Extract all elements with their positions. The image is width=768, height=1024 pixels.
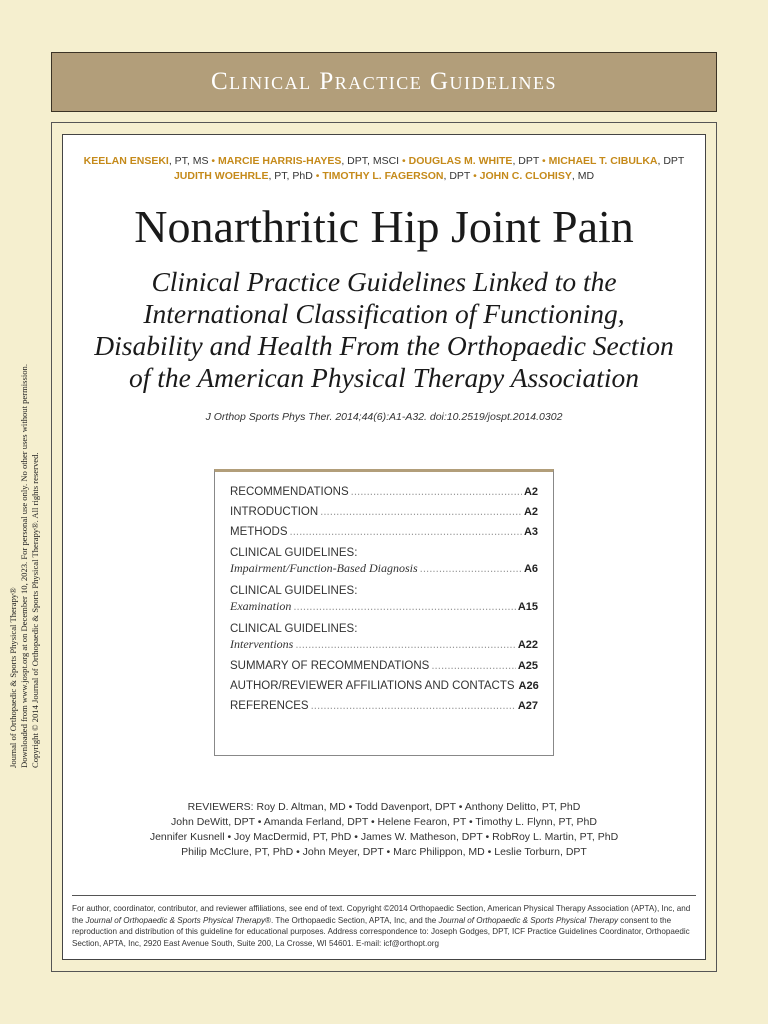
footnote-journal-name: Journal of Orthopaedic & Sports Physical Therapy xyxy=(438,915,619,925)
side-copyright-notice xyxy=(8,318,41,768)
toc-leader-dots xyxy=(420,563,522,575)
toc-page-number: A3 xyxy=(523,526,538,538)
toc-item[interactable] xyxy=(230,546,538,576)
reviewers-list xyxy=(62,800,706,860)
author-separator: • xyxy=(208,155,219,167)
author-name: MARCIE HARRIS-HAYES xyxy=(218,155,342,167)
toc-leader-dots xyxy=(320,506,522,518)
footnote-divider xyxy=(72,895,696,896)
author-credentials: , DPT xyxy=(443,170,471,182)
toc-page-number: A26 xyxy=(518,680,539,692)
author-separator: • xyxy=(312,170,323,182)
toc-leader-dots xyxy=(293,601,515,613)
toc-page-number: A22 xyxy=(517,639,538,651)
toc-subsection-label: Interventions xyxy=(230,637,294,651)
author-credentials: , DPT xyxy=(657,155,685,167)
author-name: TIMOTHY L. FAGERSON xyxy=(322,170,444,182)
author-credentials: , PT, MS xyxy=(168,155,209,167)
toc-page-number: A6 xyxy=(523,563,538,575)
reviewers-line: John DeWitt, DPT • Amanda Ferland, DPT • Helene Fearon, PT • Timothy L. Flynn, PT, PhD xyxy=(171,816,597,828)
author-line-2 xyxy=(62,169,706,184)
toc-section-label: CLINICAL GUIDELINES: xyxy=(230,623,358,635)
toc-leader-dots xyxy=(290,526,522,538)
toc-item[interactable] xyxy=(230,506,538,518)
subtitle-line: International Classification of Functioning, xyxy=(143,298,625,329)
subtitle-line: Clinical Practice Guidelines Linked to the xyxy=(151,266,617,297)
footnote-text: consent to the reproduction and distribution of this guideline for educational purposes. Address correspondence to: Joseph Godges, DPT, ICF Practice Guidelines Coordinator, Orthopaedic Section, APTA, Inc, 2920 East Avenue South, Suite 200, La Crosse, WI 54601. E-mail: icf@orthopt.org xyxy=(72,915,690,948)
author-separator: • xyxy=(399,155,409,167)
author-credentials: , DPT, MSCI xyxy=(341,155,400,167)
toc-subsection-label: Examination xyxy=(230,599,292,613)
reviewers-line: Philip McClure, PT, PhD • John Meyer, DPT • Marc Philippon, MD • Leslie Torburn, DPT xyxy=(181,846,587,858)
subtitle-line: of the American Physical Therapy Association xyxy=(129,362,639,393)
toc-item[interactable] xyxy=(230,680,538,692)
author-credentials: , DPT xyxy=(512,155,540,167)
footnote-text: ®. The Orthopaedic Section, APTA, Inc, and the xyxy=(265,915,439,925)
footnote xyxy=(72,903,698,949)
author-line-1 xyxy=(62,154,706,169)
toc-section-label: INTRODUCTION xyxy=(230,506,319,518)
subtitle-line: Disability and Health From the Orthopaedic Section xyxy=(94,330,674,361)
table-of-contents xyxy=(214,469,554,756)
header-band xyxy=(51,52,717,112)
author-name: KEELAN ENSEKI xyxy=(83,155,169,167)
side-notice-line3: Copyright © 2014 Journal of Orthopaedic & Sports Physical Therapy®. All rights reserved. xyxy=(30,452,40,768)
footnote-journal-name: Journal of Orthopaedic & Sports Physical Therapy xyxy=(85,915,266,925)
toc-subsection-label: Impairment/Function-Based Diagnosis xyxy=(230,561,418,575)
toc-leader-dots xyxy=(295,639,515,651)
toc-page-number: A25 xyxy=(517,660,538,672)
article-subtitle xyxy=(62,266,706,394)
article-title: Nonarthritic Hip Joint Pain xyxy=(134,201,634,252)
toc-leader-dots xyxy=(311,700,516,712)
citation: J Orthop Sports Phys Ther. 2014;44(6):A1-A32. doi:10.2519/jospt.2014.0302 xyxy=(205,411,563,423)
author-list xyxy=(62,154,706,184)
toc-section-label: SUMMARY OF RECOMMENDATIONS xyxy=(230,660,430,672)
toc-page-number: A15 xyxy=(517,601,538,613)
author-name: MICHAEL T. CIBULKA xyxy=(548,155,658,167)
toc-item[interactable] xyxy=(230,660,538,672)
toc-item[interactable] xyxy=(230,486,538,498)
toc-page-number: A27 xyxy=(517,700,538,712)
reviewers-line: Jennifer Kusnell • Joy MacDermid, PT, PhD • James W. Matheson, DPT • RobRoy L. Martin, PT, PhD xyxy=(149,831,619,843)
reviewers-line: REVIEWERS: Roy D. Altman, MD • Todd Davenport, DPT • Anthony Delitto, PT, PhD xyxy=(187,801,581,813)
author-name: DOUGLAS M. WHITE xyxy=(408,155,513,167)
author-name: JUDITH WOEHRLE xyxy=(173,170,269,182)
toc-section-label: REFERENCES xyxy=(230,700,309,712)
toc-page-number: A2 xyxy=(523,486,538,498)
band-title: Clinical Practice Guidelines xyxy=(210,68,558,95)
toc-item[interactable] xyxy=(230,700,538,712)
author-credentials: , MD xyxy=(571,170,595,182)
toc-item[interactable] xyxy=(230,622,538,652)
author-separator: • xyxy=(539,155,549,167)
toc-section-label: CLINICAL GUIDELINES: xyxy=(230,547,358,559)
toc-section-label: CLINICAL GUIDELINES: xyxy=(230,585,358,597)
toc-section-label: AUTHOR/REVIEWER AFFILIATIONS AND CONTACTS xyxy=(230,680,515,692)
toc-leader-dots xyxy=(351,486,522,498)
author-name: JOHN C. CLOHISY xyxy=(479,170,572,182)
side-notice-line2: Downloaded from www.jospt.org at on December 10, 2023. For personal use only. No other uses without permission. xyxy=(19,363,29,768)
toc-section-label: METHODS xyxy=(230,526,288,538)
toc-item[interactable] xyxy=(230,526,538,538)
author-separator: • xyxy=(470,170,480,182)
toc-section-label: RECOMMENDATIONS xyxy=(230,486,349,498)
author-credentials: , PT, PhD xyxy=(268,170,313,182)
side-notice-line1: Journal of Orthopaedic & Sports Physical Therapy® xyxy=(8,587,18,768)
toc-page-number: A2 xyxy=(523,506,538,518)
toc-leader-dots xyxy=(431,660,515,672)
toc-item[interactable] xyxy=(230,584,538,614)
footnote-text: For author, coordinator, contributor, and reviewer affiliations, see end of text. Copyright ©2014 Orthopaedic Section, American Physical Therapy Association (APTA), Inc, and the xyxy=(72,904,691,925)
